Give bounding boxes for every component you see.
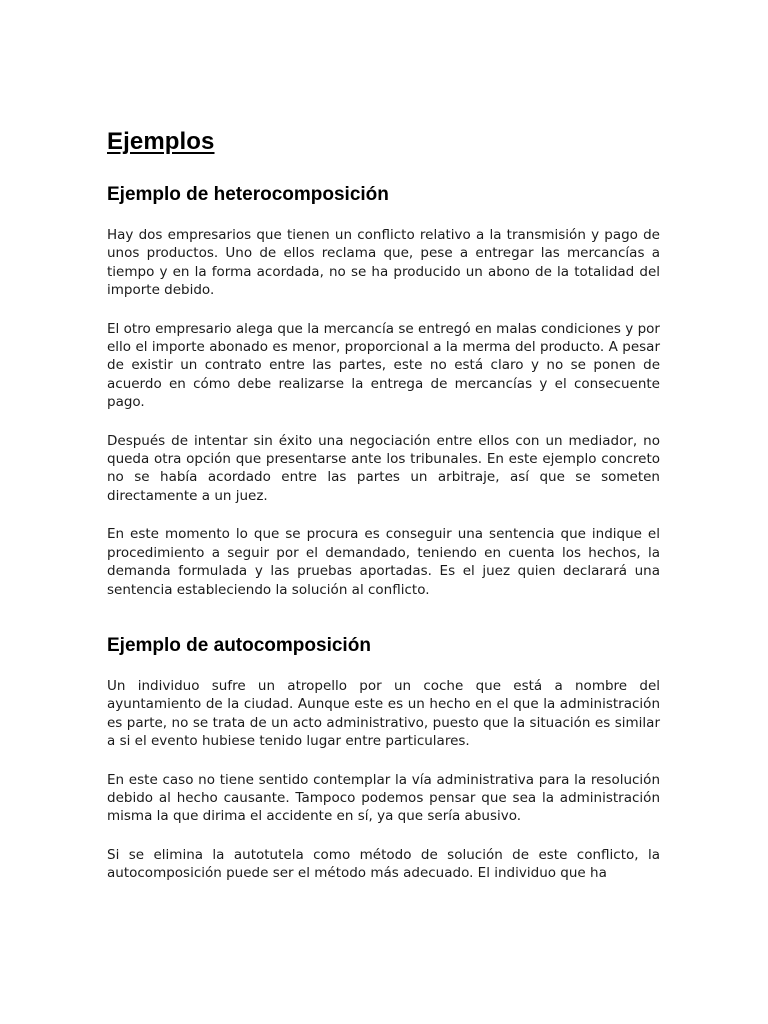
- section-heading: Ejemplo de heterocomposición: [107, 184, 389, 205]
- document-title: Ejemplos: [107, 128, 215, 155]
- paragraph: En este momento lo que se procura es conseguir una sentencia que indique el procedimiento a seguir por el demandado, teniendo en cuenta los hechos, la demanda formulada y las pruebas aportadas. Es el juez quien declarará una sentencia estableciendo la solución al conflicto.: [107, 526, 660, 598]
- paragraph: Hay dos empresarios que tienen un conflicto relativo a la transmisión y pago de unos productos. Uno de ellos reclama que, pese a entregar las mercancías a tiempo y en la forma acordada, no se ha producido un abono de la totalidad del importe debido.: [107, 227, 660, 299]
- document-page: [107, 124, 660, 903]
- paragraph: Si se elimina la autotutela como método de solución de este conflicto, la autocomposición puede ser el método más adecuado. El individuo que ha: [107, 846, 660, 882]
- paragraph: El otro empresario alega que la mercancía se entregó en malas condiciones y por ello el importe abonado es menor, proporcional a la merma del producto. A pesar de existir un contrato entre las partes, este no está claro y no se ponen de acuerdo en cómo debe realizarse la entrega de mercancías y el consecuente pago.: [107, 320, 660, 411]
- paragraph: En este caso no tiene sentido contemplar la vía administrativa para la resolución debido al hecho causante. Tampoco podemos pensar que sea la administración misma la que dirima el accidente en sí, ya que sería abusivo.: [107, 771, 660, 825]
- paragraph: Un individuo sufre un atropello por un coche que está a nombre del ayuntamiento de la ciudad. Aunque este es un hecho en el que la administración es parte, no se trata de un acto administrativo, puesto que la situación es similar a si el evento hubiese tenido lugar entre particulares.: [107, 677, 660, 750]
- section-heterocomposicion: [107, 183, 660, 599]
- section-autocomposicion: [107, 634, 660, 883]
- paragraph: Después de intentar sin éxito una negociación entre ellos con un mediador, no queda otra opción que presentarse ante los tribunales. En este ejemplo concreto no se había acordado entre las partes un arbitraje, así que se someten directamente a un juez.: [107, 432, 660, 504]
- section-heading: Ejemplo de autocomposición: [107, 634, 371, 656]
